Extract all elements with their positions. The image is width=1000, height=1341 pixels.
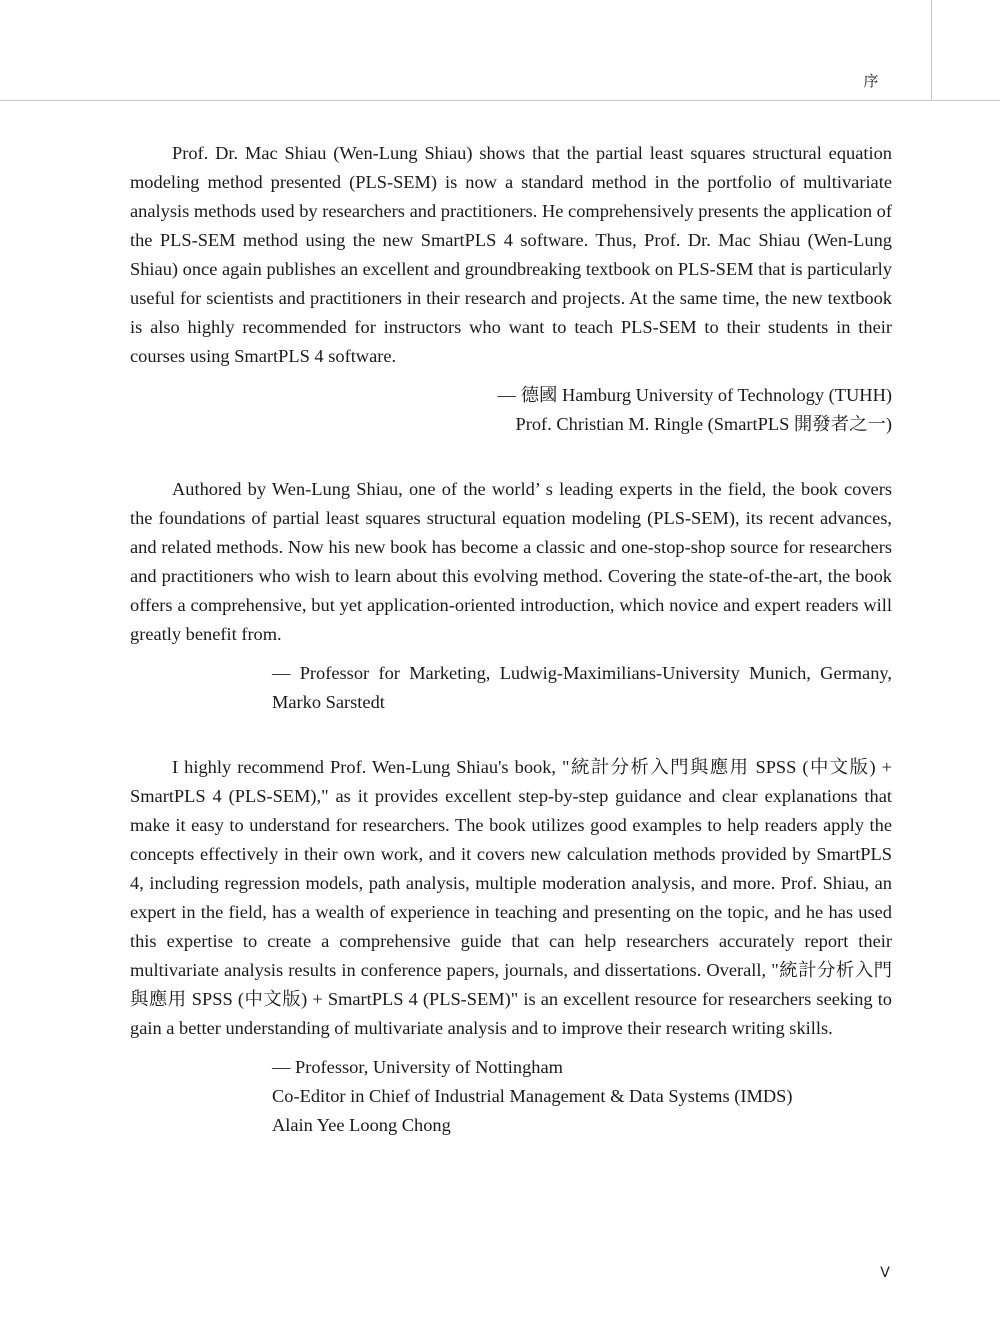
header-rule — [0, 100, 1000, 101]
attribution-sarstedt: — Professor for Marketing, Ludwig-Maximilians-University Munich, Germany, Marko Sarstedt — [272, 663, 892, 712]
attribution-ringle-name: Prof. Christian M. Ringle (SmartPLS 開發者之一) — [515, 414, 892, 434]
attribution-chong-role: Co-Editor in Chief of Industrial Management & Data Systems (IMDS) — [272, 1086, 793, 1106]
page-content — [130, 139, 892, 1140]
endorsement-text-sarstedt: Authored by Wen-Lung Shiau, one of the world’ s leading experts in the field, the book covers the foundations of partial least squares structural equation modeling (PLS-SEM), its recent advances, and related methods. Now his new book has become a classic and one-stop-shop source for researchers and practitioners who wish to learn about this evolving method. Covering the state-of-the-art, the book offers a comprehensive, but yet application-oriented introduction, which novice and expert readers will greatly benefit from. — [130, 479, 892, 644]
attribution-ringle-affiliation: — 德國 Hamburg University of Technology (TUHH) — [497, 385, 892, 405]
section-title: 序 — [863, 72, 879, 90]
endorsement-text-chong: I highly recommend Prof. Wen-Lung Shiau's book, "統計分析入門與應用 SPSS (中文版) + SmartPLS 4 (PLS-SEM)," as it provides excellent step-by-step guidance and clear explanations that make it easy to understand for researchers. The book utilizes good examples to help readers apply the concepts effectively in their own work, and it covers new calculation methods provided by SmartPLS 4, including regression models, path analysis, multiple moderation analysis, and more. Prof. Shiau, an expert in the field, has a wealth of experience in teaching and presenting on the topic, and he has used this expertise to create a comprehensive guide that can help researchers accurately report their multivariate analysis results in conference papers, journals, and dissertations. Overall, "統計分析入門與應用 SPSS (中文版) + SmartPLS 4 (PLS-SEM)" is an excellent resource for researchers seeking to gain a better understanding of multivariate analysis and to improve their research writing skills. — [130, 757, 892, 1038]
attribution-chong-affiliation: — Professor, University of Nottingham — [272, 1057, 563, 1077]
attribution-chong-name: Alain Yee Loong Chong — [272, 1115, 451, 1135]
page-number: V — [880, 1265, 890, 1281]
header-vertical-rule — [931, 0, 932, 100]
endorsement-text-ringle: Prof. Dr. Mac Shiau (Wen-Lung Shiau) shows that the partial least squares structural equation modeling method presented (PLS-SEM) is now a standard method in the portfolio of multivariate analysis methods used by researchers and practitioners. He comprehensively presents the application of the PLS-SEM method using the new SmartPLS 4 software. Thus, Prof. Dr. Mac Shiau (Wen-Lung Shiau) once again publishes an excellent and groundbreaking textbook on PLS-SEM that is particularly useful for scientists and practitioners in their research and projects. At the same time, the new textbook is also highly recommended for instructors who want to teach PLS-SEM to their students in their courses using SmartPLS 4 software. — [130, 143, 892, 366]
